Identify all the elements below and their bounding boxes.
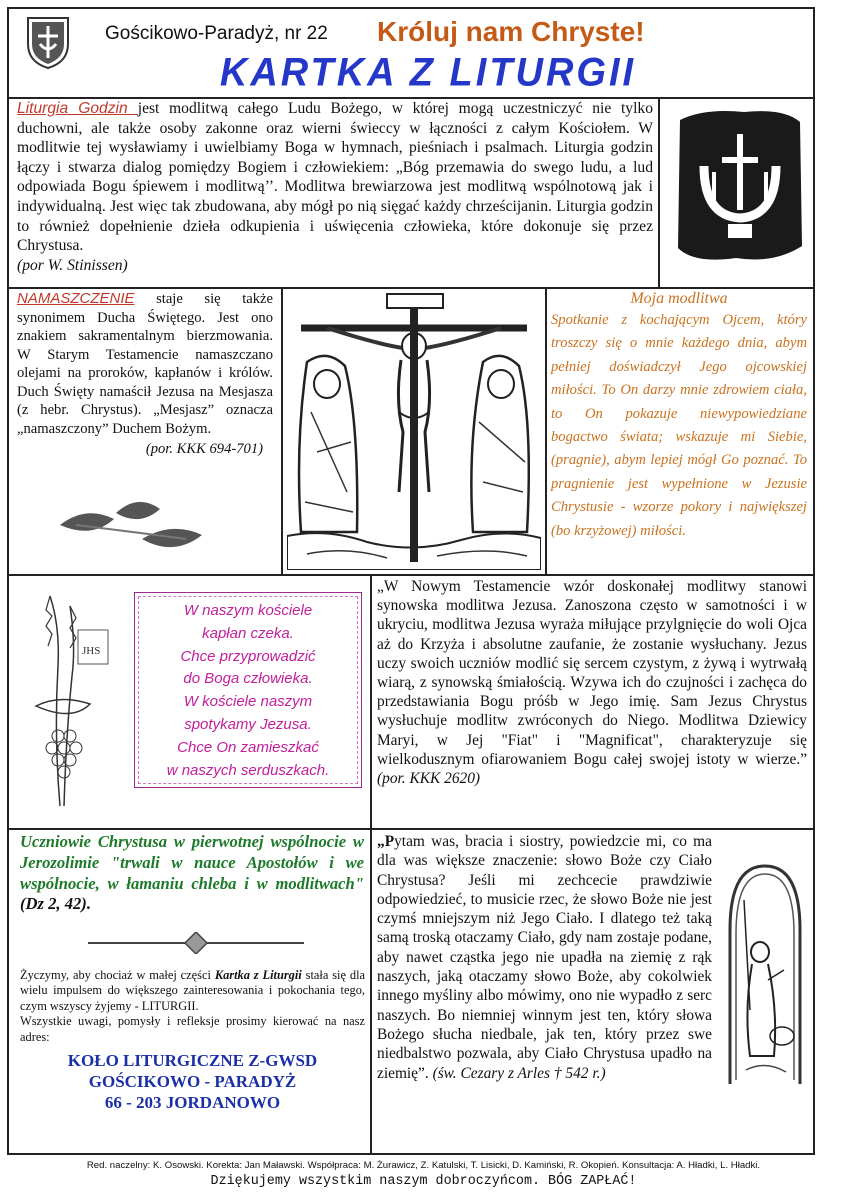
divider: [545, 287, 547, 574]
address: [20, 1050, 365, 1113]
paragraph: Spotkanie z kochającym Ojcem, który troszczy się o mnie każdego dnia, abym pełniej doświadczył Jego ojcowskiej miłości. To On darzy mnie zdrowiem ciała, to On pokazuje niewypowiedziane bogactwo świata; wskazuje mi Siebie,(pragnie), abym lepiej mógł Go poznać. To pragnienie jest wypełnione w Jezusie Chrystusie - wzorze pokory i największej (bo krzyżowej) miłości.: [551, 312, 807, 539]
poem-line: Chce przyprowadzić: [180, 647, 316, 665]
divider: [658, 97, 660, 287]
masthead-title: KARTKA Z LITURGII: [219, 50, 637, 95]
divider: [9, 828, 813, 830]
caesarius-quote: [377, 832, 712, 1083]
divider: [370, 574, 372, 1153]
poem: [140, 600, 356, 782]
saint-with-lamb-image: [724, 860, 806, 1090]
svg-text:JHS: JHS: [82, 645, 101, 657]
divider: [281, 287, 283, 574]
text: Życzymy, aby chociaż w małej części: [20, 968, 215, 982]
parish-issue: Gościkowo-Paradyż, nr 22: [105, 23, 328, 44]
paragraph: ytam was, bracia i siostry, powiedzcie mi, co ma dla was większe znaczenie: słowo Boże czy Ciało Chrystusa? Jeśli mi zechcecie prawdziwie odpowiedzieć, to musicie rzec, że słowo Boże nie jest czymś mniejszym niż Jego Ciało. I dlatego też taką samą troską otaczamy Ciało, gdy nam zostaje podane, aby nawet cząstka jego nie upadła na ziemię z rąk naszych, jaką otaczamy słowo Boże, aby cokolwiek innego myśliny albo mówimy, ono nie wypadło z serc naszych. Bo niemniej winnym jest ten, który słowa Bożego słucha niedbale, jak ten, który przez swe niedbalstwo pozwala, aby Ciało Chrystusa upadło na ziemię”.: [377, 833, 712, 1082]
address-line: 66 - 203 JORDANOWO: [104, 1093, 281, 1112]
logo: [24, 14, 72, 70]
poem-line: do Boga człowieka.: [183, 670, 313, 688]
leaf-ornament-image: [56, 495, 206, 565]
text: stała się dla wielu impulsem do większego zainteresowania i pokochania tego, czym wszyscy żyjemy - LITURGII.: [20, 968, 366, 1013]
lyre-cross-emblem-image: [674, 106, 806, 266]
citation: (por. KKK 2620): [377, 770, 481, 788]
jesus-prayer-text: [377, 577, 807, 788]
paragraph: jest modlitwą całego Ludu Bożego, w której mogą uczestniczyć nie tylko duchowni, ale także osoby zakonne oraz wierni świeccy w łączności z całym Kościołem. W modlitwie tej wysławiamy i uwielbiamy Boga w hymnach, pieśniach i psalmach. Liturgia godzin łączy i stwarza dialog pomiędzy Bogiem i człowiekiem: „Bóg przemawia do swego ludu, a lud odpowiada Bogu śpiewem i modlitwą’’. Modlitwa brewiarzowa jest modlitwą wspólnotową jak i indywidualną. Jest więc tak zbudowana, aby mógł po nią sięgać każdy chrześcijanin. Liturgia godzin to również dopełnienie dzieła odkupienia i uświęcenia człowieka, które dokonuje się przez Chrystusa.: [17, 100, 654, 255]
poem-line: W naszym kościele: [183, 602, 313, 619]
citation: (por W. Stinissen): [17, 256, 128, 274]
poem-line: Chce On zamieszkać: [177, 738, 319, 756]
motto: Króluj nam Chryste!: [377, 16, 645, 47]
crucifixion-woodcut-image: [287, 292, 541, 570]
footer-credits: Red. naczelny: K. Osowski. Korekta: Jan Maławski. Współpraca: M. Żurawicz, Z. Katulski, T. Lisicki, D. Kamiński, R. Okopień. Konsultacja: A. Hładki, L. Hładki.: [86, 1160, 761, 1171]
poem-line: w naszych serduszkach.: [166, 761, 330, 779]
drop-letter: „P: [377, 833, 395, 850]
diamond-divider: [88, 932, 304, 954]
citation: (św. Cezary z Arles † 542 r.): [432, 1064, 606, 1082]
section-title: Moja modlitwa: [630, 290, 728, 307]
my-prayer-box: [551, 290, 807, 543]
anointing-text: [17, 290, 273, 459]
section-label: Liturgia Godzin: [17, 100, 138, 117]
paragraph: staje się także synonimem Ducha Świętego. Jest ono znakiem sakramentalnym bierzmowania. W Starym Testamencie namaszczano olejami na proroków, kapłanów i królów. Duch Święty namaścił Jezusa na Mesjasza (z hebr. Chrystus). „Mesjasz” oznacza „namaszczony” Duchem Bożym.: [17, 291, 273, 437]
citation: (por. KKK 694-701): [145, 441, 263, 457]
publication-name: Kartka z Liturgii: [214, 968, 302, 982]
poem-line: W kościele naszym: [183, 693, 313, 711]
liturgy-of-hours-text: [17, 99, 653, 275]
wish-text: [20, 968, 365, 1045]
address-line: KOŁO LITURGICZNE Z-GWSD: [67, 1051, 318, 1070]
wheat-grapes-image: [20, 586, 120, 816]
poem-line: spotykamy Jezusa.: [184, 715, 312, 733]
address-line: GOŚCIKOWO - PARADYŻ: [88, 1072, 297, 1091]
quote: Uczniowie Chrystusa w pierwotnej wspólnocie w Jerozolimie "trwali w nauce Apostołów i we wspólnocie, w łamaniu chleba i w modlitwach": [20, 832, 364, 893]
divider: [9, 287, 813, 289]
paragraph: „W Nowym Testamencie wzór doskonałej modlitwy stanowi synowska modlitwa Jezusa. Zanoszona często w samotności i w ukryciu, modlitwa Jezusa wyraża miłujące przylgnięcie do woli Ojca aż do Krzyża i absolutne zaufanie, że zostanie wysłuchany. Jezus uczy swoich uczniów modlić się sercem czystym, z żywą i wytrwałą wiarą, z synowską śmiałością. Wzywa ich do czujności i zachęca do przedstawiania Bogu próśb w Jego imię. Sam Jezus Chrystus wysłuchuje modlitw zwróconych do Niego. Modlitwa Dziewicy Maryi, w Jej "Fiat" i "Magnificat", charakteryzuje się wielkodusznym ofiarowaniem Bogu całej swojej istoty w wierze.”: [377, 578, 807, 768]
divider: [9, 574, 813, 576]
contact-note: Wszystkie uwagi, pomysły i refleksje prosimy kierować na nasz adres:: [20, 1014, 365, 1044]
footer-thanks: Dziękujemy wszystkim naszym dobroczyńcom. BÓG ZAPŁAĆ!: [210, 1174, 637, 1189]
reference: (Dz 2, 42).: [20, 894, 91, 914]
section-label: NAMASZCZENIE: [17, 290, 135, 307]
poem-line: kapłan czeka.: [202, 624, 294, 642]
acts-quote: [20, 832, 364, 915]
